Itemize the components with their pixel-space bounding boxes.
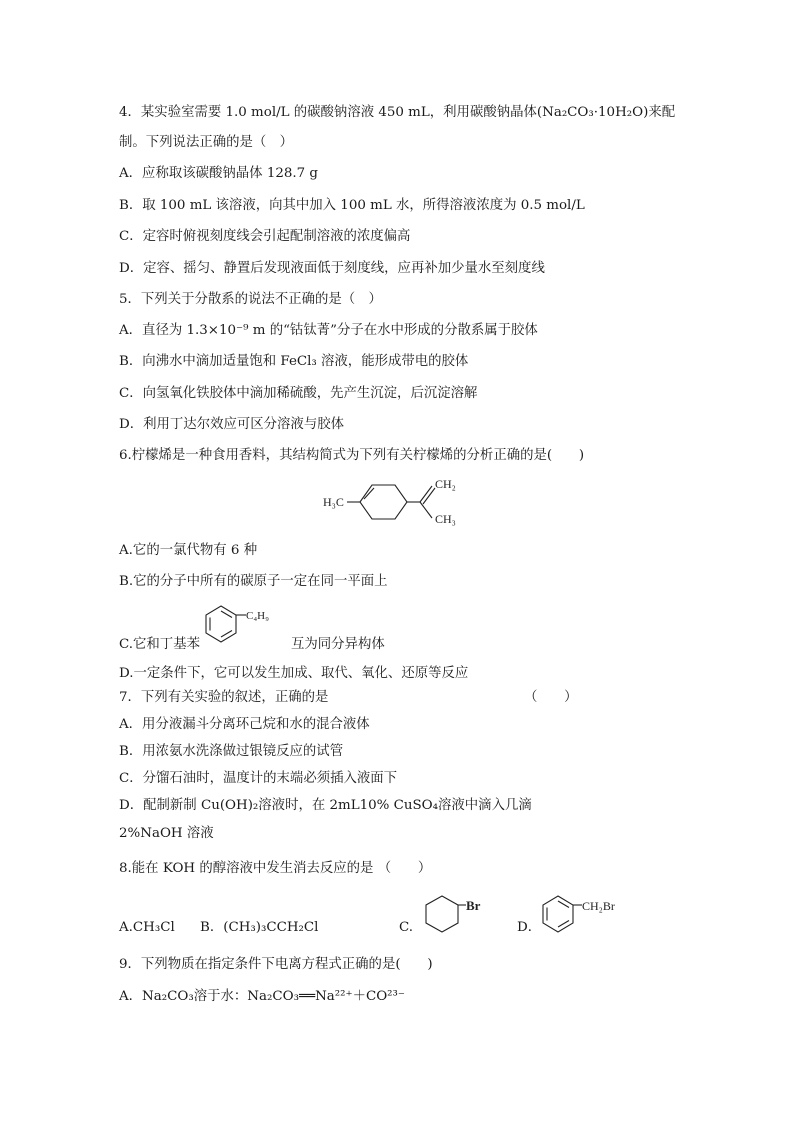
q8-option-d-label: D． [517,920,542,935]
br-label: Br [466,898,481,913]
ch2-label: CH₂ [435,477,456,491]
q4-option-d: D．定容、摇匀、静置后发现液面低于刻度线，应再补加少量水至刻度线 [119,261,545,276]
q6-stem: 6.柠檬烯是一种食用香料，其结构简式为下列有关柠檬烯的分析正确的是( ) [119,448,585,463]
cyclohexene-ring [360,485,407,519]
q6-option-a: A.它的一氯代物有 6 种 [119,543,258,558]
h3c-label: H₃C [323,495,344,509]
q6-option-d: D.一定条件下，它可以发生加成、取代、氧化、还原等反应 [119,666,469,681]
q7-option-b: B．用浓氨水洗涤做过银镜反应的试管 [119,744,344,759]
q7-answer-paren: （ ） [524,690,578,705]
q9-option-a: A．Na₂CO₃溶于水：Na₂CO₃══Na²²⁺＋CO²³⁻ [119,989,405,1004]
q7-option-a: A．用分液漏斗分离环己烷和水的混合液体 [119,717,370,732]
bromocyclohexane-structure [416,890,490,940]
ch3-bond [420,502,432,518]
q4-option-c: C．定容时俯视刻度线会引起配制溶液的浓度偏高 [119,229,411,244]
q7-option-d-line2: 2%NaOH 溶液 [119,826,214,841]
q5-option-b: B．向沸水中滴加适量饱和 FeCl₃ 溶液，能形成带电的胶体 [119,354,469,369]
q4-stem-line2: 制。下列说法正确的是（ ） [119,135,294,150]
butylbenzene-structure [202,602,286,658]
q8-option-a: A.CH₃Cl [119,920,175,935]
butyl-label: C₄H₉ [246,610,269,622]
q5-stem: 5．下列关于分散系的说法不正确的是（ ） [119,292,382,307]
ch3-label: CH₃ [435,512,456,526]
q4-option-b: B．取 100 mL 该溶液，向其中加入 100 mL 水，所得溶液浓度为 0.5 mol/L [119,198,585,213]
q7-option-d-line1: D．配制新制 Cu(OH)₂溶液时，在 2mL10% CuSO₄溶液中滴入几滴 [119,798,532,813]
q6-option-c-prefix: C.它和丁基苯 [119,637,200,652]
q7-stem: 7．下列有关实验的叙述，正确的是 [119,690,329,705]
ch2br-label: CH₂Br [582,899,615,913]
q7-option-c: C．分馏石油时，温度计的末端必须插入液面下 [119,771,398,786]
q9-stem: 9．下列物质在指定条件下电离方程式正确的是( ) [119,957,433,972]
cyclohexane-ring [426,896,458,932]
q5-option-c: C．向氢氧化铁胶体中滴加稀硫酸，先产生沉淀，后沉淀溶解 [119,386,478,401]
q5-option-a: A．直径为 1.3×10⁻⁹ m 的“钴钛菁”分子在水中形成的分散系属于胶体 [119,323,538,338]
q8-stem: 8.能在 KOH 的醇溶液中发生消去反应的是 （ ） [119,861,432,876]
q8-option-b: B．(CH₃)₃CCH₂Cl [200,920,319,935]
q6-option-b: B.它的分子中所有的碳原子一定在同一平面上 [119,574,388,589]
q5-option-d: D．利用丁达尔效应可区分溶液与胶体 [119,417,344,432]
q4-option-a: A．应称取该碳酸钠晶体 128.7 g [119,166,318,181]
q8-option-c-label: C. [399,920,414,935]
q4-stem-line1: 4．某实验室需要 1.0 mol/L 的碳酸钠溶液 450 mL，利用碳酸钠晶体(Na₂CO₃·10H₂O)来配 [119,105,676,120]
benzyl-bromide-structure [538,892,630,938]
q6-option-c-suffix: 互为同分异构体 [291,637,385,652]
limonene-structure [320,474,480,530]
